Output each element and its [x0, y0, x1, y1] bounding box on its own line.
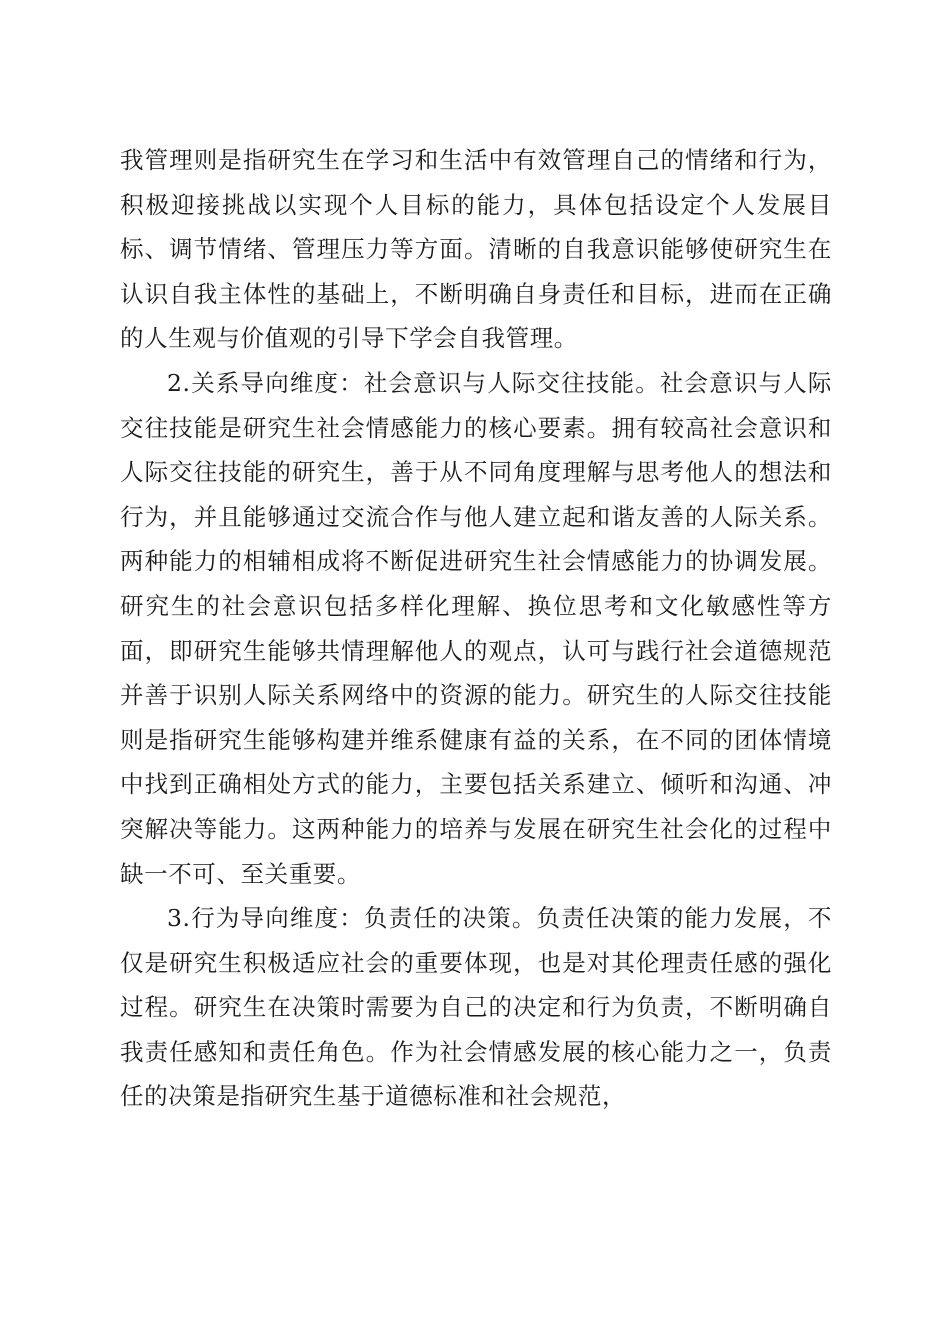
paragraph-relationship-dimension: 2.关系导向维度：社会意识与人际交往技能。社会意识与人际交往技能是研究生社会情感能力的核心要素。拥有较高社会意识和人际交往技能的研究生，善于从不同角度理解与思考他人的想法和行为，并且能够通过交流合作与他人建立起和谐友善的人际关系。两种能力的相辅相成将不断促进研究生社会情感能力的协调发展。研究生的社会意识包括多样化理解、换位思考和文化敏感性等方面，即研究生能够共情理解他人的观点，认可与践行社会道德规范并善于识别人际关系网络中的资源的能力。研究生的人际交往技能则是指研究生能够构建并维系健康有益的关系，在不同的团体情境中找到正确相处方式的能力，主要包括关系建立、倾听和沟通、冲突解决等能力。这两种能力的培养与发展在研究生社会化的过程中缺一不可、至关重要。 [120, 368, 832, 888]
paragraph-self-management: 我管理则是指研究生在学习和生活中有效管理自己的情绪和行为，积极迎接挑战以实现个人目标的能力，具体包括设定个人发展目标、调节情绪、管理压力等方面。清晰的自我意识能够使研究生在认识自我主体性的基础上，不断明确自身责任和目标，进而在正确的人生观与价值观的引导下学会自我管理。 [120, 146, 832, 353]
body-text [120, 138, 832, 1119]
paragraph-behavior-dimension: 3.行为导向维度：负责任的决策。负责任决策的能力发展，不仅是研究生积极适应社会的重要体现，也是对其伦理责任感的强化过程。研究生在决策时需要为自己的决定和行为负责，不断明确自我责任感知和责任角色。作为社会情感发展的核心能力之一，负责任的决策是指研究生基于道德标准和社会规范， [120, 904, 832, 1111]
